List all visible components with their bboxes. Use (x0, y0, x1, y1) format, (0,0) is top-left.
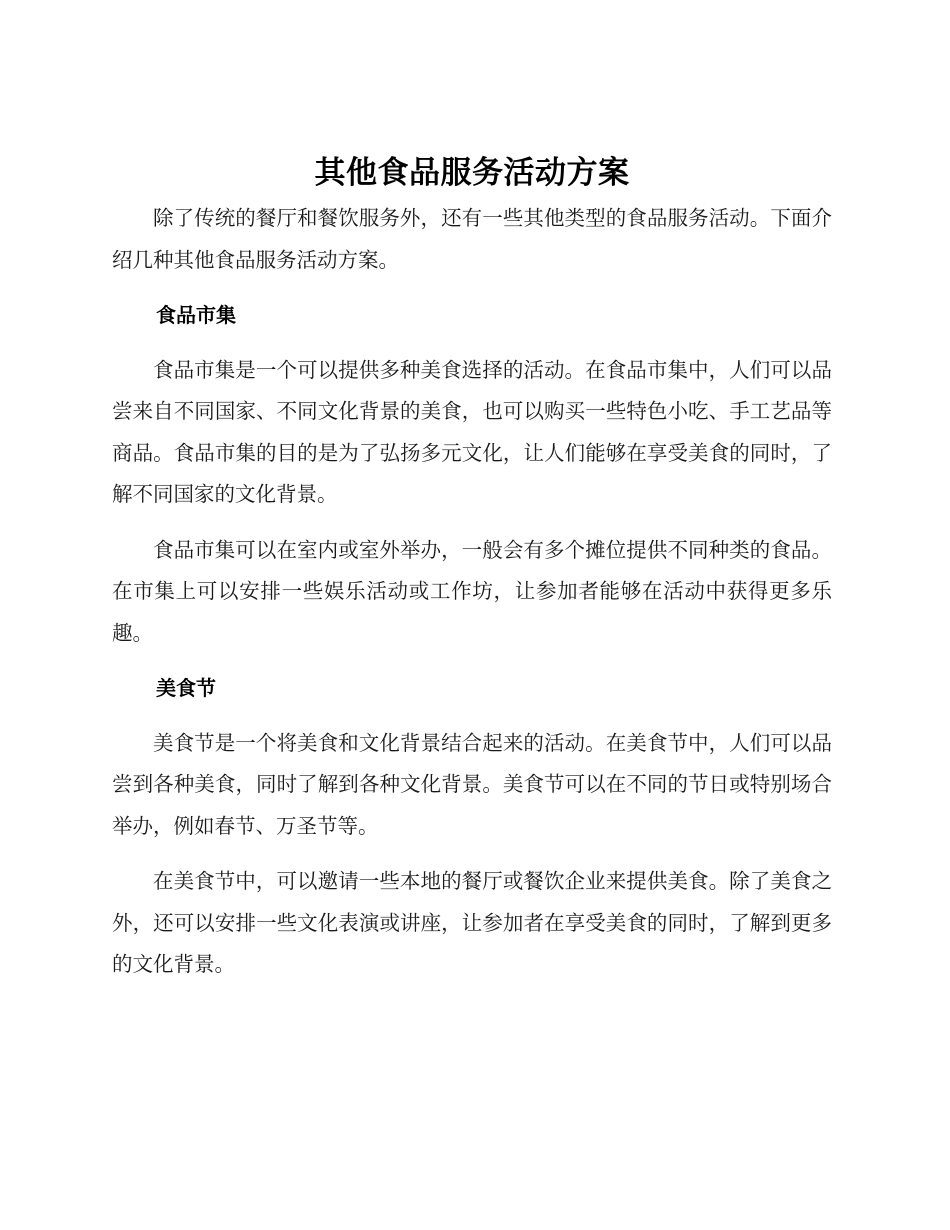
food-festival-paragraph-2: 在美食节中，可以邀请一些本地的餐厅或餐饮企业来提供美食。除了美食之外，还可以安排一些文化表演或讲座，让参加者在享受美食的同时，了解到更多的文化背景。 (112, 869, 832, 976)
food-market-paragraph-2: 食品市集可以在室内或室外举办，一般会有多个摊位提供不同种类的食品。在市集上可以安排一些娱乐活动或工作坊，让参加者能够在活动中获得更多乐趣。 (112, 537, 832, 645)
document-title: 其他食品服务活动方案 (314, 155, 630, 191)
document-body (112, 150, 832, 986)
food-festival-paragraph-1: 美食节是一个将美食和文化背景结合起来的活动。在美食节中，人们可以品尝到各种美食，同时了解到各种文化背景。美食节可以在不同的节日或特别场合举办，例如春节、万圣节等。 (112, 730, 832, 838)
intro-paragraph: 除了传统的餐厅和餐饮服务外，还有一些其他类型的食品服务活动。下面介绍几种其他食品服务活动方案。 (112, 206, 832, 272)
food-market-paragraph-1: 食品市集是一个可以提供多种美食选择的活动。在食品市集中，人们可以品尝来自不同国家、不同文化背景的美食，也可以购买一些特色小吃、手工艺品等商品。食品市集的目的是为了弘扬多元文化，让人们能够在享受美食的同时，了解不同国家的文化背景。 (112, 357, 832, 506)
section-heading-food-festival: 美食节 (156, 676, 216, 700)
section-heading-food-market: 食品市集 (156, 303, 236, 327)
